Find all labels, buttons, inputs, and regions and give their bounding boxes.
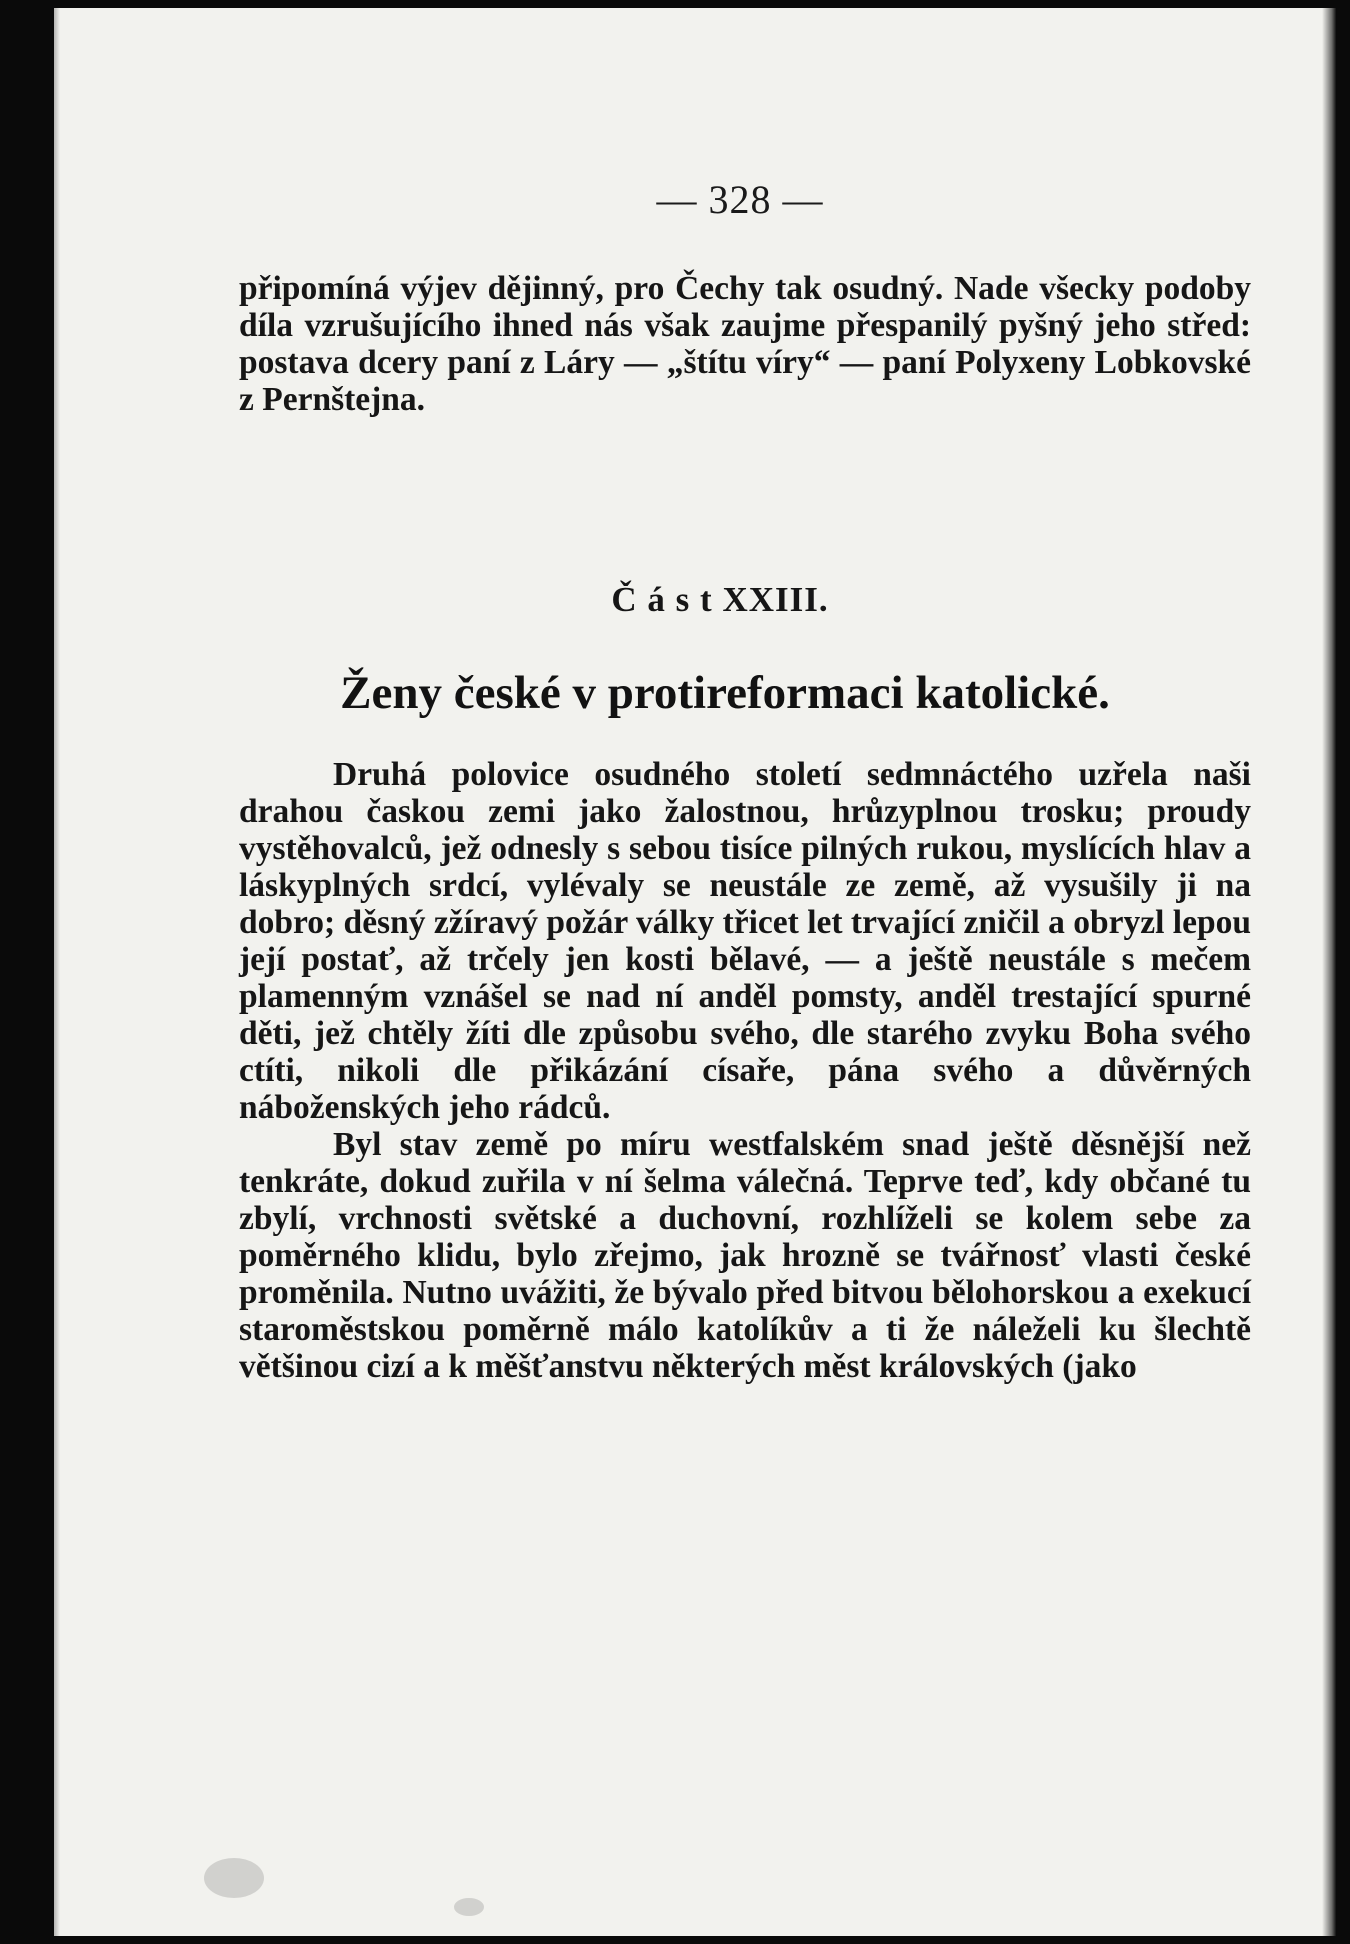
page-left-shadow: [54, 8, 60, 1936]
book-page: [54, 8, 1336, 1936]
chapter-body: [239, 756, 1251, 1385]
chapter-label: Č á s t XXIII.: [611, 580, 829, 619]
scan-smudge: [454, 1898, 484, 1916]
body-paragraph: Druhá polovice osudného století sedmnáctého uzřela naši drahou časkou zemi jako žalostnou, hrůzyplnou trosku; proudy vystěhovalců, jež odnesly s sebou tisíce pilných rukou, myslících hlav a láskyplných srdcí, vylévaly se neustále ze země, až vysušily ji na dobro; děsný zžíravý požár války třicet let trvající zničil a obryzl lepou její postať, až trčely jen kosti bělavé, — a ještě neustále s mečem plamenným vznášel se nad ní anděl pomsty, anděl trestající spurné děti, jež chtěly žíti dle způsobu svého, dle starého zvyku Boha svého ctíti, nikoli dle přikázání císaře, pána svého a důvěrných náboženských jeho rádců.: [239, 756, 1251, 1126]
page-right-edge: [1322, 8, 1336, 1936]
scan-smudge: [204, 1858, 264, 1898]
page-number: — 328 —: [656, 177, 824, 222]
body-paragraph: Byl stav země po míru westfalském snad ještě děsnější než tenkráte, dokud zuřila v ní šelma válečná. Teprve teď, kdy občané tu zbylí, vrchnosti světské a duchovní, rozhlíželi se kolem sebe za poměrného klidu, bylo zřejmo, jak hrozně se tvářnosť vlasti české proměnila. Nutno uvážiti, že bývalo před bitvou bělohorskou a exekucí staroměstskou poměrně málo katolíkův a ti že náleželi ku šlechtě většinou cizí a k měšťanstvu některých měst královských (jako: [239, 1126, 1251, 1385]
intro-paragraph: připomíná výjev dějinný, pro Čechy tak osudný. Nade všecky podoby díla vzrušujícího ihned nás však zaujme přespanilý pyšný jeho střed: postava dcery paní z Láry — „štítu víry“ — paní Polyxeny Lobkovské z Pernštejna.: [239, 270, 1251, 418]
chapter-title: Ženy české v protireformaci katolické.: [340, 667, 1110, 719]
intro-text: [239, 270, 1251, 418]
